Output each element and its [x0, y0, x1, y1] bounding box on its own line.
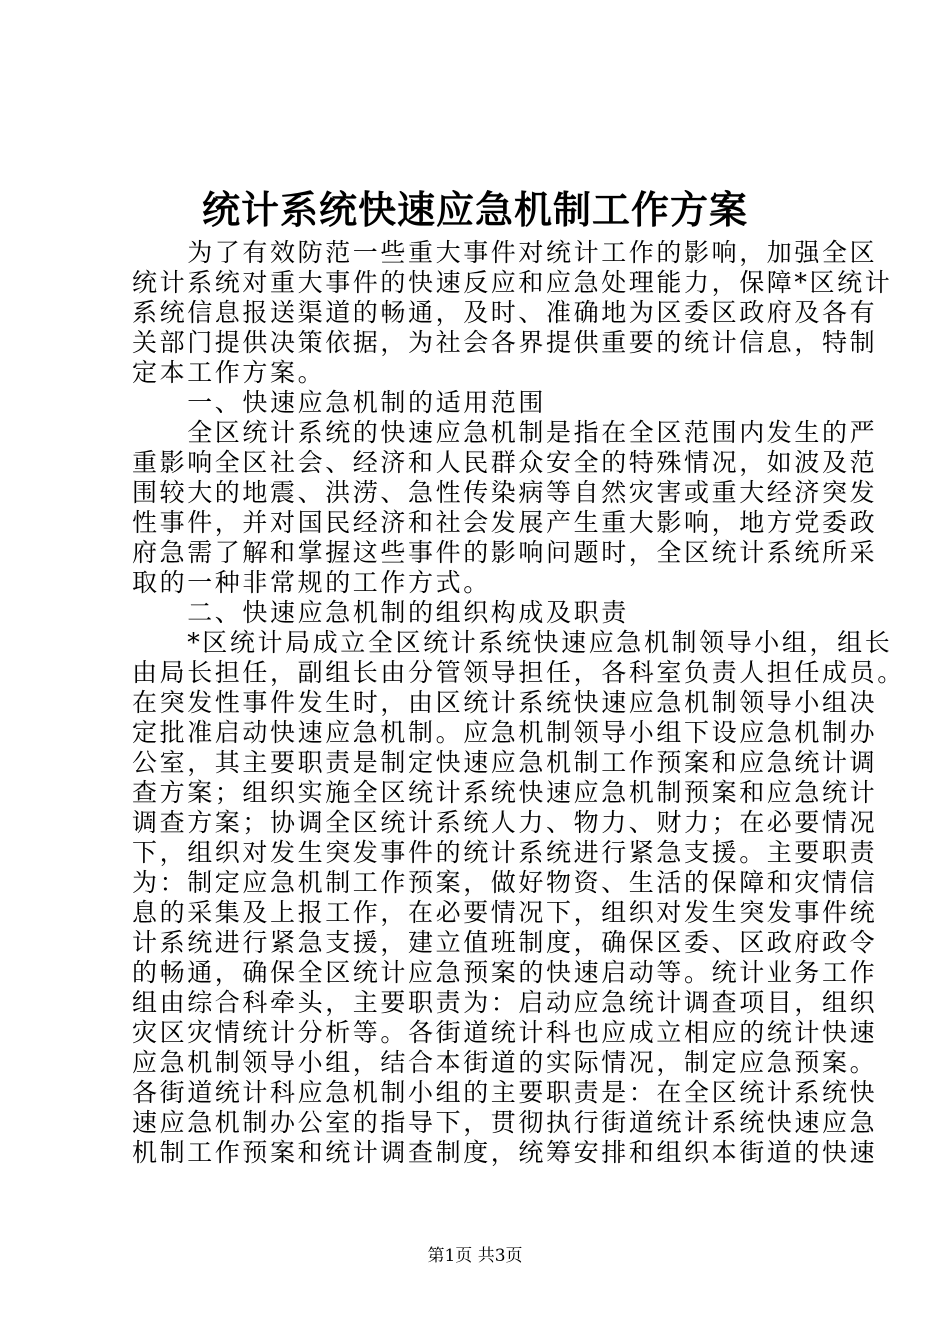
body-line: 息的采集及上报工作，在必要情况下，组织对发生突发事件统	[132, 898, 878, 927]
page-title: 统计系统快速应急机制工作方案	[201, 188, 748, 232]
body-line: 关部门提供决策依据，为社会各界提供重要的统计信息，特制	[132, 328, 878, 357]
section-heading: 一、快速应急机制的适用范围	[132, 388, 547, 417]
body-line: 各街道统计科应急机制小组的主要职责是：在全区统计系统快	[132, 1078, 878, 1107]
body-line: 应急机制领导小组，结合本街道的实际情况，制定应急预案。	[132, 1048, 878, 1077]
document-body	[132, 238, 905, 1168]
body-line: 取的一种非常规的工作方式。	[132, 568, 491, 597]
section-heading: 二、快速应急机制的组织构成及职责	[132, 598, 629, 627]
body-line: *区统计局成立全区统计系统快速应急机制领导小组，组长	[132, 628, 893, 657]
body-line: 统计系统对重大事件的快速反应和应急处理能力，保障*区统计	[132, 268, 893, 297]
body-line: 性事件，并对国民经济和社会发展产生重大影响，地方党委政	[132, 508, 878, 537]
body-line: 府急需了解和掌握这些事件的影响问题时，全区统计系统所采	[132, 538, 878, 567]
body-line: 重影响全区社会、经济和人民群众安全的特殊情况，如波及范	[132, 448, 878, 477]
body-line: 围较大的地震、洪涝、急性传染病等自然灾害或重大经济突发	[132, 478, 878, 507]
body-line: 系统信息报送渠道的畅通，及时、准确地为区委区政府及各有	[132, 298, 878, 327]
body-line: 由局长担任，副组长由分管领导担任，各科室负责人担任成员。	[132, 658, 905, 687]
body-line: 为：制定应急机制工作预案，做好物资、生活的保障和灾情信	[132, 868, 878, 897]
body-line: 速应急机制办公室的指导下，贯彻执行街道统计系统快速应急	[132, 1108, 878, 1137]
page-footer: 第1页 共3页	[427, 1246, 523, 1266]
body-line: 公室，其主要职责是制定快速应急机制工作预案和应急统计调	[132, 748, 878, 777]
body-line: 机制工作预案和统计调查制度，统筹安排和组织本街道的快速	[132, 1138, 878, 1167]
body-line: 为了有效防范一些重大事件对统计工作的影响，加强全区	[132, 238, 878, 267]
body-line: 灾区灾情统计分析等。各街道统计科也应成立相应的统计快速	[132, 1018, 878, 1047]
body-line: 查方案；组织实施全区统计系统快速应急机制预案和应急统计	[132, 778, 878, 807]
body-line: 组由综合科牵头，主要职责为：启动应急统计调查项目，组织	[132, 988, 878, 1017]
body-line: 的畅通，确保全区统计应急预案的快速启动等。统计业务工作	[132, 958, 878, 987]
body-line: 全区统计系统的快速应急机制是指在全区范围内发生的严	[132, 418, 878, 447]
body-line: 调查方案；协调全区统计系统人力、物力、财力；在必要情况	[132, 808, 878, 837]
body-line: 在突发性事件发生时，由区统计系统快速应急机制领导小组决	[132, 688, 878, 717]
body-line: 下，组织对发生突发事件的统计系统进行紧急支援。主要职责	[132, 838, 878, 867]
body-line: 定批准启动快速应急机制。应急机制领导小组下设应急机制办	[132, 718, 878, 747]
body-line: 定本工作方案。	[132, 358, 326, 387]
body-line: 计系统进行紧急支援，建立值班制度，确保区委、区政府政令	[132, 928, 878, 957]
